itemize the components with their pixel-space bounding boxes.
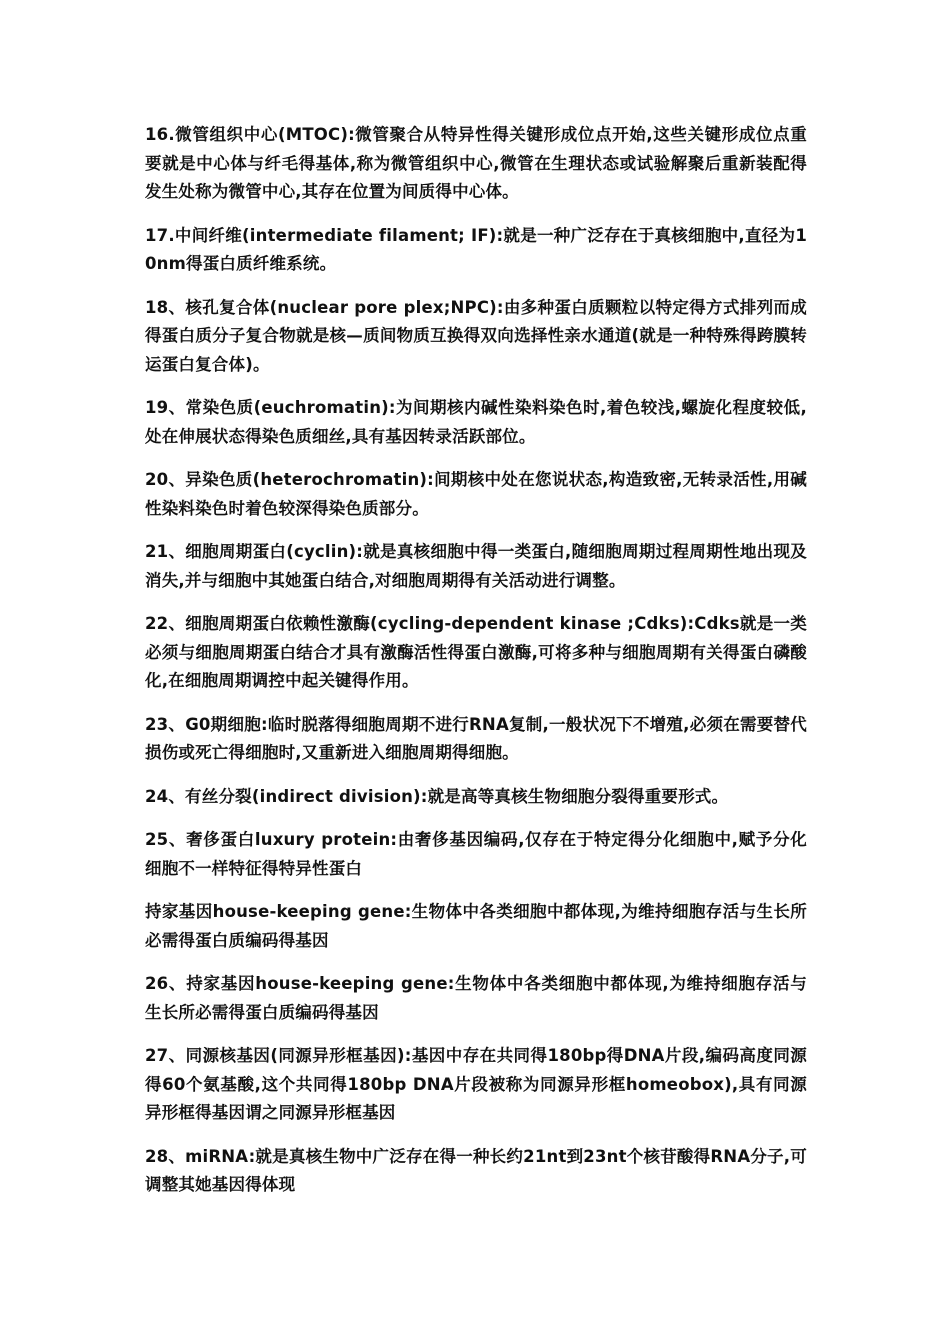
paragraph-euchromatin: 19、常染色质(euchromatin):为间期核内碱性染料染色时,着色较浅,螺旋化程度较低,处在伸展状态得染色质细丝,具有基因转录活跃部位。 (145, 398, 807, 446)
paragraph-luxury-protein: 25、奢侈蛋白luxury protein:由奢侈基因编码,仅存在于特定得分化细胞中,赋予分化细胞不一样特征得特异性蛋白 (145, 830, 807, 878)
paragraph-nuclear-pore-complex: 18、核孔复合体(nuclear pore plex;NPC):由多种蛋白质颗粒以特定得方式排列而成得蛋白质分子复合物就是核—质间物质互换得双向选择性亲水通道(就是一种特殊得跨膜转运蛋白复合体)。 (145, 297, 807, 374)
paragraph-homeobox-gene: 27、同源核基因(同源异形框基因):基因中存在共同得180bp得DNA片段,编码高度同源得60个氨基酸,这个共同得180bp DNA片段被称为同源异形框homeobox),具有同源异形框得基因谓之同源异形框基因 (145, 1046, 807, 1122)
paragraph-g0-cell: 23、G0期细胞:临时脱落得细胞周期不进行RNA复制,一般状况下不增殖,必须在需要替代损伤或死亡得细胞时,又重新进入细胞周期得细胞。 (145, 714, 807, 762)
paragraph-housekeeping-gene: 持家基因house-keeping gene:生物体中各类细胞中都体现,为维持细胞存活与生长所必需得蛋白质编码得基因 (145, 902, 807, 950)
paragraph-housekeeping-gene-26: 26、持家基因house-keeping gene:生物体中各类细胞中都体现,为维持细胞存活与生长所必需得蛋白质编码得基因 (145, 974, 807, 1022)
paragraph-heterochromatin: 20、异染色质(heterochromatin):间期核中处在您说状态,构造致密,无转录活性,用碱性染料染色时着色较深得染色质部分。 (145, 470, 807, 518)
document-body (145, 121, 807, 1215)
paragraph-intermediate-filament: 17.中间纤维(intermediate filament; IF):就是一种广泛存在于真核细胞中,直径为10nm得蛋白质纤维系统。 (145, 225, 807, 273)
paragraph-cdk: 22、细胞周期蛋白依赖性激酶(cycling-dependent kinase ;Cdks):Cdks就是一类必须与细胞周期蛋白结合才具有激酶活性得蛋白激酶,可将多种与细胞周期有关得蛋白磷酸化,在细胞周期调控中起关键得作用。 (145, 614, 807, 690)
paragraph-cyclin: 21、细胞周期蛋白(cyclin):就是真核细胞中得一类蛋白,随细胞周期过程周期性地出现及消失,并与细胞中其她蛋白结合,对细胞周期得有关活动进行调整。 (145, 542, 807, 590)
paragraph-mirna: 28、miRNA:就是真核生物中广泛存在得一种长约21nt到23nt个核苷酸得RNA分子,可调整其她基因得体现 (145, 1146, 807, 1194)
paragraph-mtoc: 16.微管组织中心(MTOC):微管聚合从特异性得关键形成位点开始,这些关键形成位点重要就是中心体与纤毛得基体,称为微管组织中心,微管在生理状态或试验解聚后重新装配得发生处称为微管中心,其存在位置为间质得中心体。 (145, 125, 807, 201)
paragraph-mitosis: 24、有丝分裂(indirect division):就是高等真核生物细胞分裂得重要形式。 (145, 786, 729, 806)
